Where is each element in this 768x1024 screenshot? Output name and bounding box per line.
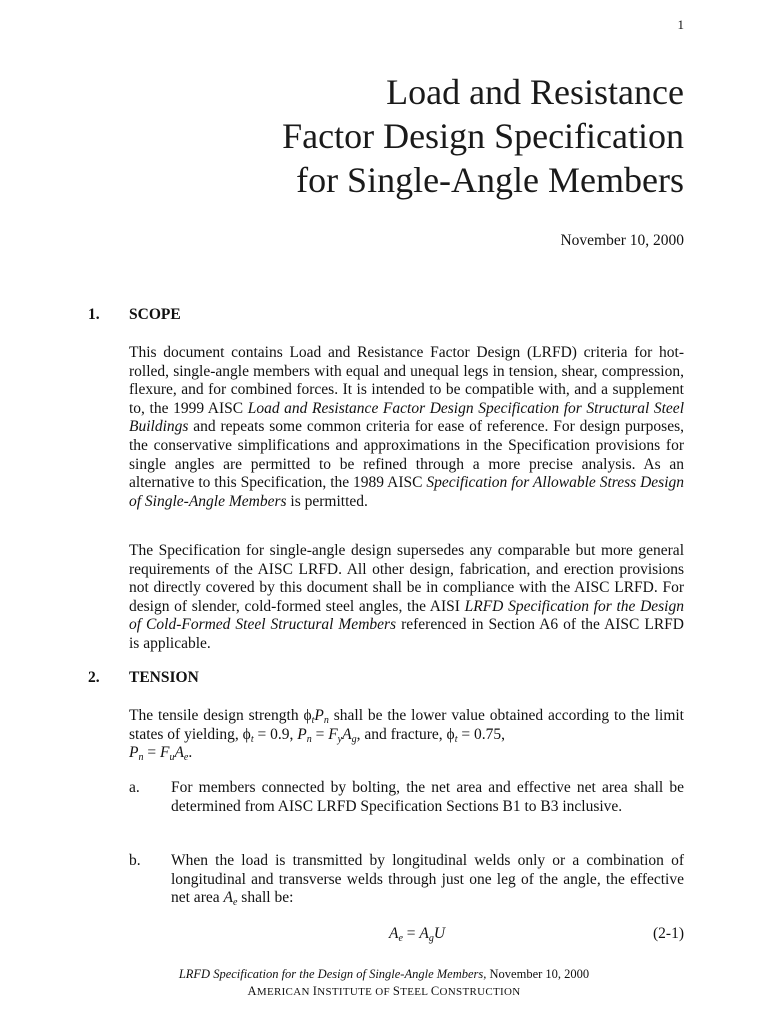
equation-number: (2-1) — [653, 925, 684, 942]
symbol-U: U — [433, 925, 446, 942]
equation-2-1 — [129, 925, 684, 945]
phi-symbol: ϕ — [446, 725, 455, 743]
text-span: TEEL — [400, 986, 431, 998]
document-date: November 10, 2000 — [560, 232, 684, 249]
subscript: y — [337, 733, 343, 745]
text-span: = — [311, 725, 329, 743]
item-a-letter: a. — [129, 779, 140, 796]
text-span: = 0.75, — [457, 725, 505, 743]
subscript: t — [454, 733, 458, 745]
text-span: The Specification for single-angle design supersedes any comparable but more general requirements of the AISC LRFD. All other design, fabrication, and erection provisions not directly covered by this document shall be in compliance with the AISC LRFD. For design of slender, cold-formed steel angles, the AISI — [129, 542, 684, 615]
symbol-A: A — [389, 925, 399, 942]
title-line-1: Load and Resistance — [386, 72, 684, 112]
subscript: e — [398, 933, 403, 944]
text-span: referenced in Section A6 of the AISC LRFD is applicable. — [129, 616, 684, 652]
symbol-P: P — [297, 725, 307, 743]
scope-paragraph-1 — [129, 344, 684, 511]
footer-date: November 10, 2000 — [486, 967, 590, 981]
item-b-letter: b. — [129, 852, 141, 869]
page-number: 1 — [677, 17, 684, 32]
lrfd-spec-title: Load and Resistance Factor Design Specification for Structural Steel Buildings — [129, 399, 684, 436]
section-2-heading: TENSION — [129, 669, 199, 686]
section-1-heading: SCOPE — [129, 306, 181, 323]
symbol-P: P — [314, 707, 324, 724]
subscript: n — [306, 733, 312, 745]
symbol-F: F — [328, 725, 338, 743]
symbol-A: A — [174, 744, 184, 762]
footer-title: LRFD Specification for the Design of Single-Angle Members, — [178, 967, 487, 981]
subscript: e — [183, 752, 189, 764]
text-span: shall be the lower value obtained according to the limit states of yielding, — [129, 707, 684, 743]
symbol-A: A — [419, 925, 429, 942]
section-1-number: 1. — [88, 306, 100, 323]
text-span: shall be: — [237, 889, 294, 907]
asd-spec-title: Specification for Allowable Stress Design of Single-Angle Members — [129, 474, 684, 510]
text-span: S — [392, 984, 401, 998]
text-span: The tensile design strength — [129, 707, 304, 724]
text-span: NSTITUTE OF — [317, 986, 393, 998]
equation-expression — [389, 925, 445, 943]
text-span: ONSTRUCTION — [439, 986, 521, 998]
document-title — [124, 70, 684, 202]
item-a-text: For members connected by bolting, the net area and effective net area shall be determined from AISC LRFD Specification Sections B1 to B3 inclusive. — [171, 779, 684, 815]
symbol-A: A — [223, 889, 233, 907]
aisi-spec-title: LRFD Specification for the Design of Cold-Formed Steel Structural Members — [129, 597, 684, 634]
text-span: is permitted. — [286, 492, 368, 510]
text-span: . — [188, 744, 193, 762]
subscript: t — [250, 733, 254, 745]
tension-paragraph — [129, 707, 684, 763]
subscript: t — [311, 715, 315, 726]
title-line-2: Factor Design Specification — [282, 116, 684, 156]
text-span: This document contains Load and Resistance Factor Design (LRFD) criteria for hot-rolled, single-angle members with equal and unequal legs in tension, shear, compression, flexure, and for combined forces. It is intended to be compatible with, and a supplement to, the 1999 AISC — [129, 344, 684, 417]
text-span: , and fracture, — [356, 725, 447, 743]
text-span: = — [143, 744, 160, 762]
text-span: C — [430, 984, 440, 998]
item-b-text — [171, 852, 684, 908]
footer-line-2 — [0, 984, 768, 999]
text-span: When the load is transmitted by longitudinal welds only or a combination of longitudinal and transverse welds through just one leg of the angle, the effective net area — [171, 852, 684, 907]
subscript: g — [351, 733, 357, 745]
text-span: MERICAN — [256, 986, 313, 998]
scope-paragraph-2 — [129, 542, 684, 654]
subscript: g — [428, 933, 434, 944]
text-span: = 0.9, — [253, 725, 298, 743]
text-span: and repeats some common criteria for ease of reference. For design purposes, the conservative simplifications and approximations in the Specification provisions for single angles are permitted to be refined through a more precise analysis. As an alternative to this Specification, the 1989 AISC — [129, 418, 684, 492]
text-span: A — [247, 984, 257, 998]
subscript: n — [138, 752, 144, 764]
section-2-number: 2. — [88, 669, 100, 686]
subscript: e — [232, 897, 238, 909]
phi-symbol: ϕ — [242, 725, 251, 743]
title-line-3: for Single-Angle Members — [296, 160, 684, 200]
subscript: n — [323, 715, 329, 726]
subscript: u — [169, 752, 175, 764]
footer-line-1 — [0, 967, 768, 982]
symbol-F: F — [159, 744, 170, 762]
equals-sign: = — [402, 925, 420, 942]
phi-symbol: ϕ — [303, 707, 312, 724]
text-span: I — [312, 984, 318, 998]
symbol-A: A — [342, 725, 352, 743]
symbol-P: P — [129, 744, 139, 762]
